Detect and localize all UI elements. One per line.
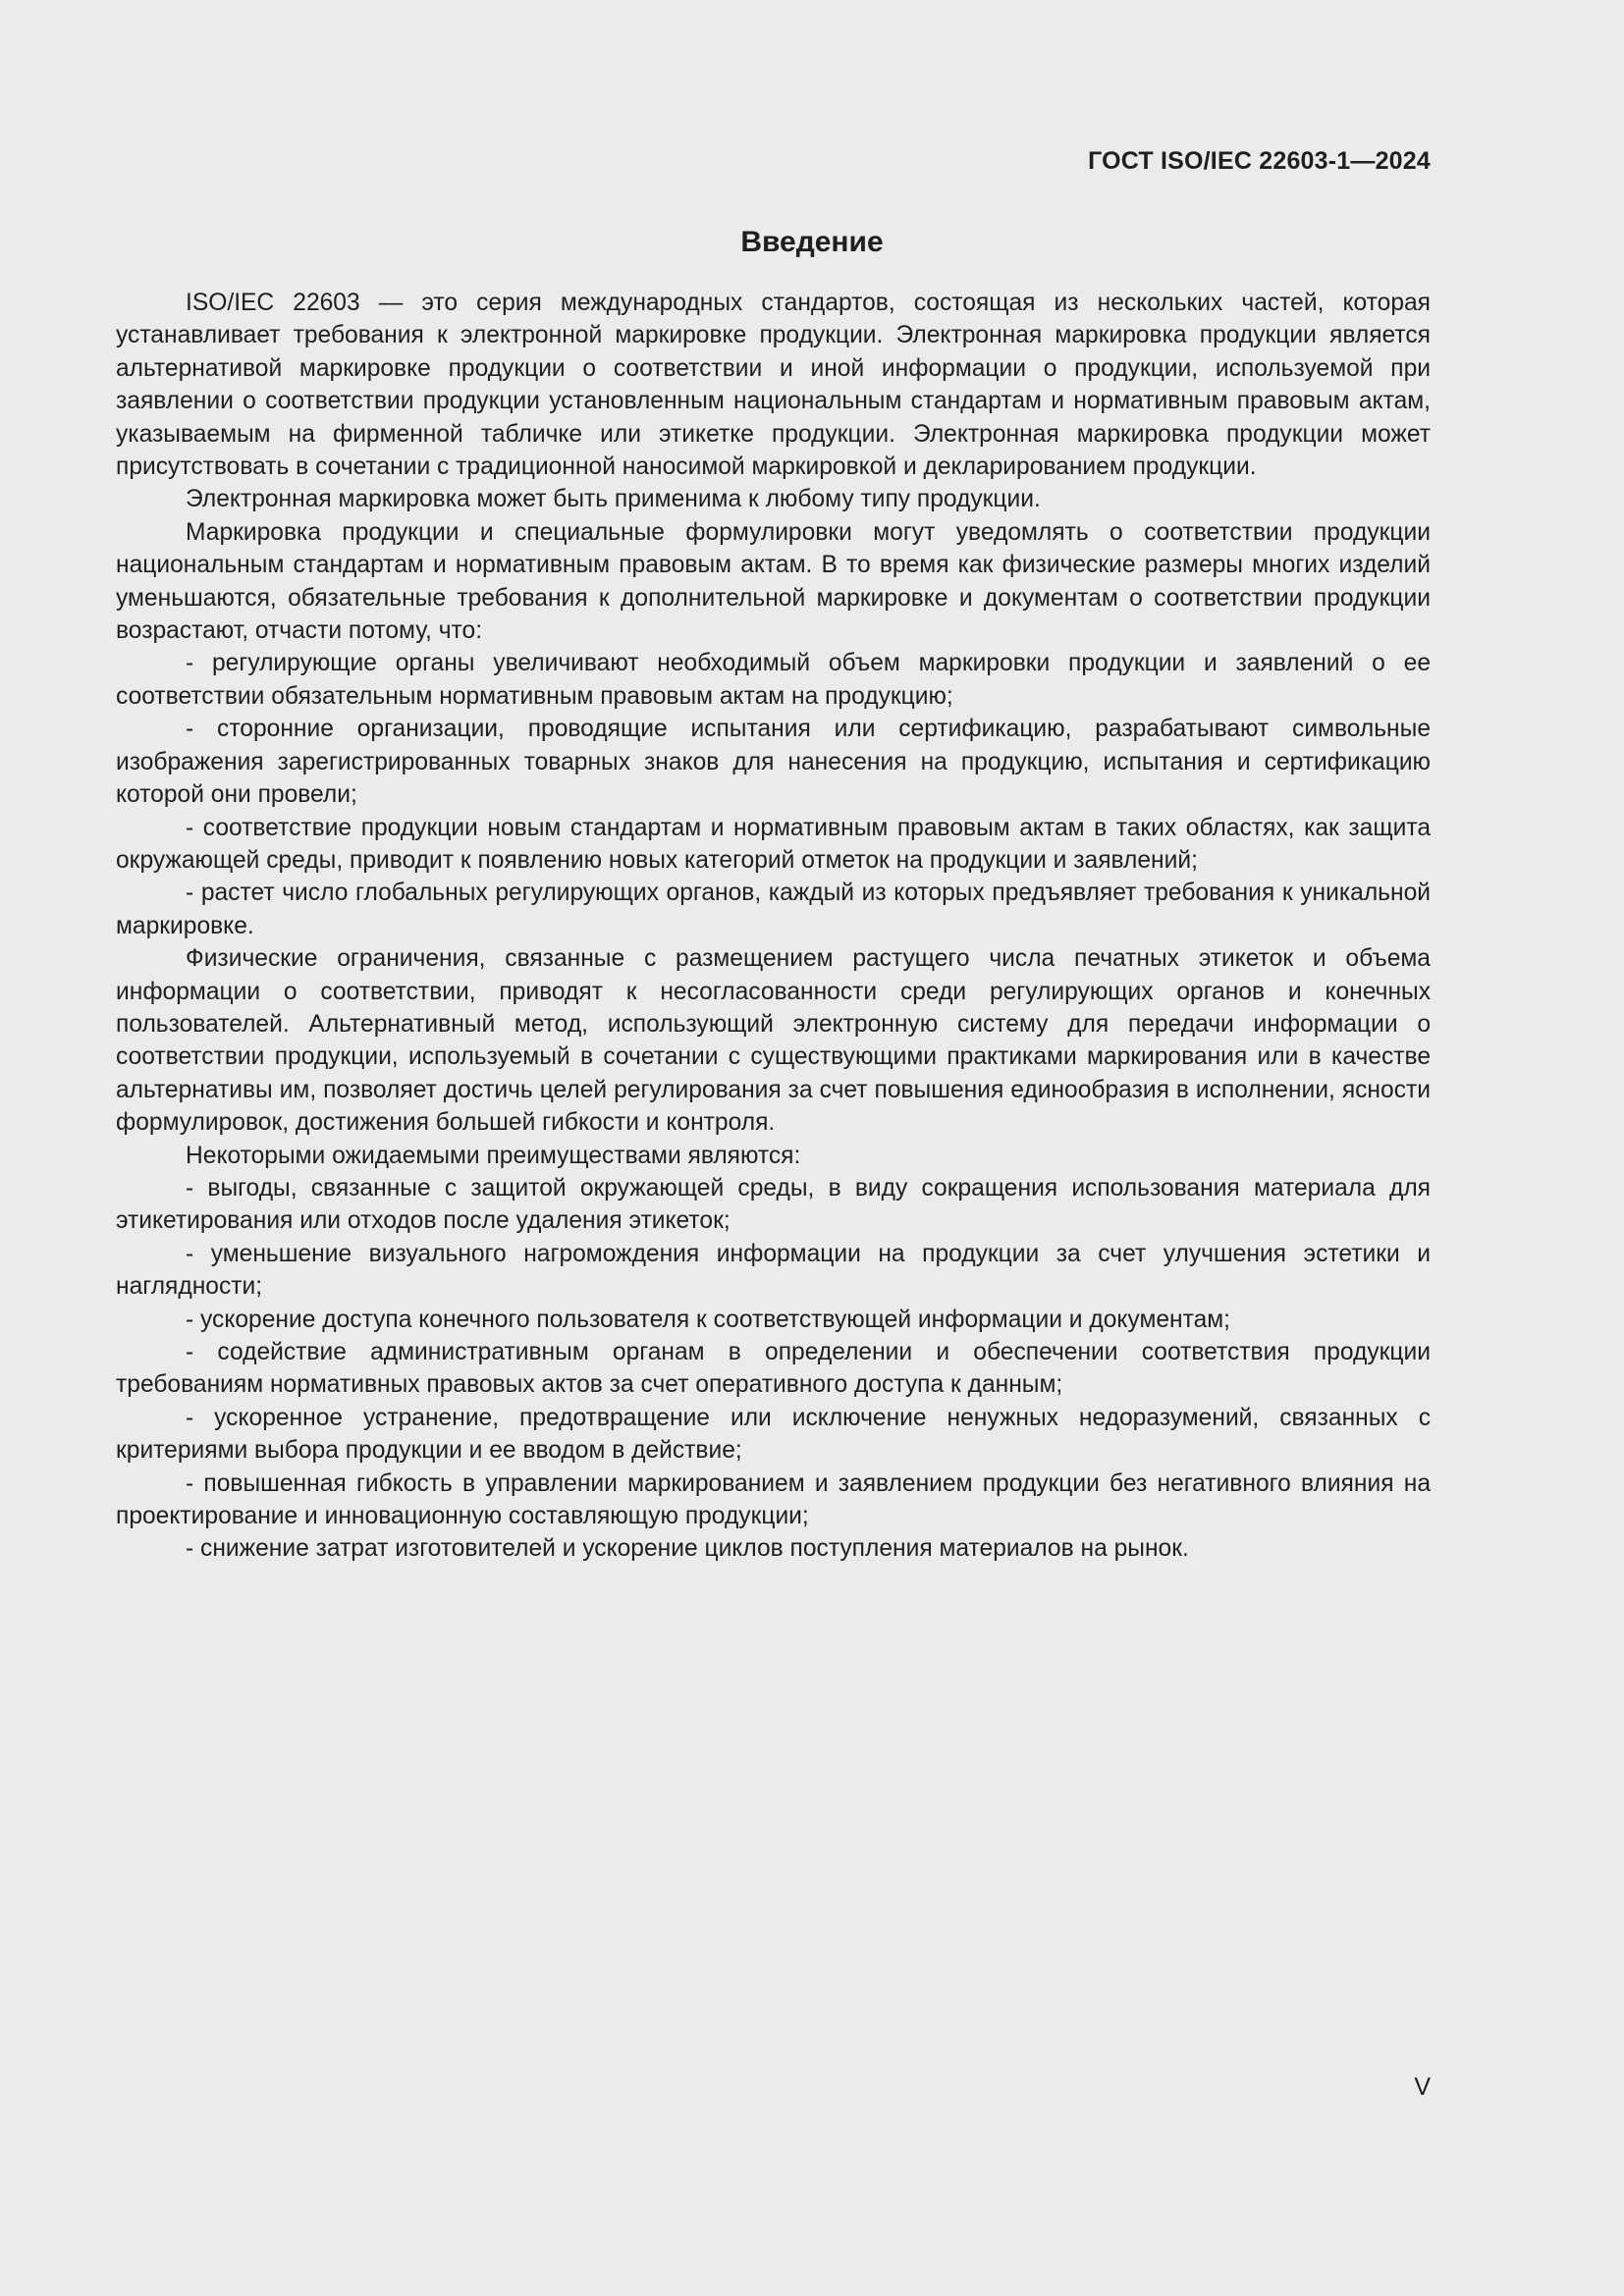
- paragraph: Некоторыми ожидаемыми преимуществами являются:: [186, 1142, 801, 1169]
- list-item: - выгоды, связанные с защитой окружающей среды, в виду сокращения использования материала для этикетирования или отходов после удаления этикеток;: [116, 1174, 1431, 1235]
- list-item: - регулирующие органы увеличивают необходимый объем маркировки продукции и заявлений о ее соответствии обязательным нормативным правовым актам на продукцию;: [116, 650, 1431, 710]
- paragraph: Электронная маркировка может быть применима к любому типу продукции.: [186, 486, 1041, 513]
- paragraph: Физические ограничения, связанные с размещением растущего числа печатных этикеток и объема информации о соответствии, приводят к несогласованности среди регулирующих органов и конечных пользователей. Альтернативный метод, использующий электронную систему для передачи информации о соответствии продукции, используемый в сочетании с существующими практиками маркирования или в качестве альтернативы им, позволяет достичь целей регулирования за счет повышения единообразия в исполнении, ясности формулировок, достижения большей гибкости и контроля.: [116, 945, 1431, 1137]
- list-item: - растет число глобальных регулирующих органов, каждый из которых предъявляет требования к уникальной маркировке.: [116, 880, 1431, 939]
- paragraph: Маркировка продукции и специальные формулировки могут уведомлять о соответствии продукции национальным стандартам и нормативным правовым актам. В то время как физические размеры многих изделий уменьшаются, обязательные требования к дополнительной маркировке и документам о соответствии продукции возрастают, отчасти потому, что:: [116, 518, 1431, 645]
- list-item: - снижение затрат изготовителей и ускорение циклов поступления материалов на рынок.: [186, 1535, 1189, 1563]
- paragraph: ISO/IEC 22603 — это серия международных стандартов, состоящая из нескольких частей, которая устанавливает требования к электронной маркировке продукции. Электронная маркировка продукции является альтернативой маркировке продукции о соответствии и иной информации о продукции, используемой при заявлении о соответствии продукции установленным национальным стандартам и нормативным правовым актам, указываемым на фирменной табличке или этикетке продукции. Электронная маркировка продукции может присутствовать в сочетании с традиционной наносимой маркировкой и декларированием продукции.: [116, 290, 1431, 481]
- list-item: - ускорение доступа конечного пользователя к соответствующей информации и документам;: [186, 1306, 1231, 1333]
- body-text: [116, 287, 1431, 1566]
- list-item: - повышенная гибкость в управлении маркированием и заявлением продукции без негативного влияния на проектирование и инновационную составляющую продукции;: [116, 1469, 1431, 1530]
- list-item: - сторонние организации, проводящие испытания или сертификацию, разрабатывают символьные изображения зарегистрированных товарных знаков для нанесения на продукцию, испытания и сертификацию которой они провели;: [116, 716, 1431, 809]
- standard-code-header: ГОСТ ISO/IEC 22603-1—2024: [1088, 147, 1431, 175]
- list-item: - содействие административным органам в определении и обеспечении соответствия продукции требованиям нормативных правовых актов за счет оперативного доступа к данным;: [116, 1339, 1431, 1399]
- section-title: Введение: [740, 226, 884, 258]
- list-item: - ускоренное устранение, предотвращение или исключение ненужных недоразумений, связанных с критериями выбора продукции и ее вводом в действие;: [116, 1404, 1431, 1465]
- list-item: - уменьшение визуального нагромождения информации на продукции за счет улучшения эстетики и наглядности;: [116, 1240, 1431, 1301]
- list-item: - соответствие продукции новым стандартам и нормативным правовым актам в таких областях, как защита окружающей среды, приводит к появлению новых категорий отметок на продукции и заявлений;: [116, 814, 1431, 874]
- page-number: V: [1414, 2073, 1431, 2101]
